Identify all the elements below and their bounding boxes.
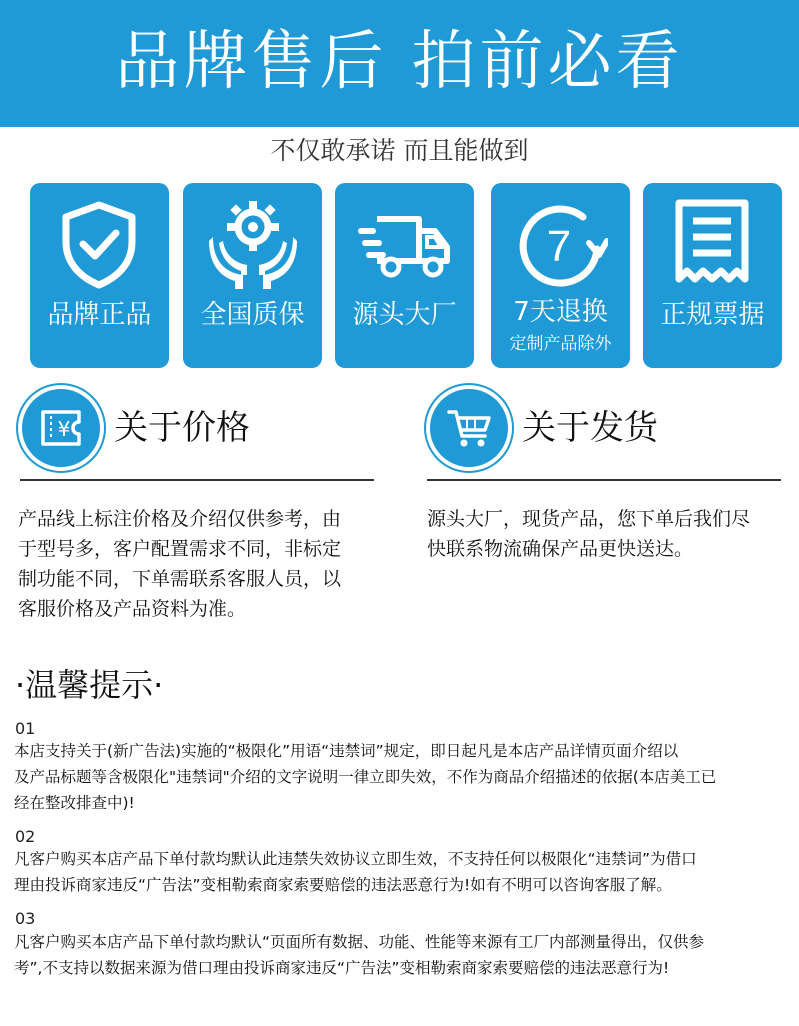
card-sub-label: 定制产品除外: [509, 334, 612, 354]
tip-number: 02: [15, 827, 36, 846]
tip-line: 凡客户购买本店产品下单付款均默认“页面所有数据、功能、性能等来源有工厂内部测量得出，仅供参: [14, 933, 705, 951]
card-label: 7天退换: [513, 297, 608, 327]
tip-text: [14, 846, 789, 898]
delivery-truck-icon: [357, 197, 452, 292]
return-days-number: 7: [546, 222, 572, 271]
price-text-line: 客服价格及产品资料为准。: [18, 598, 247, 620]
price-text-line: 于型号多，客户配置需求不同，非标定: [18, 538, 342, 560]
shipping-section-divider: [427, 479, 781, 481]
shopping-cart-icon: [430, 389, 508, 467]
price-section-title: 关于价格: [114, 408, 250, 448]
card-source-factory: [335, 183, 474, 368]
tip-number: 03: [15, 909, 36, 928]
banner-title: 品牌售后 拍前必看: [115, 25, 684, 99]
price-section-body: [18, 504, 388, 624]
card-label: 全国质保: [200, 300, 305, 330]
price-text-line: 产品线上标注价格及介绍仅供参考，由: [18, 508, 342, 530]
card-brand-genuine: [30, 183, 169, 368]
price-tag-icon: [22, 389, 100, 467]
gear-hands-icon: [205, 197, 300, 292]
tip-line: 理由投诉商家违反“广告法”变相勒索商家索要赔偿的违法恶意行为!如有不明可以咨询客服了解。: [14, 876, 672, 894]
tip-line: 本店支持关于(新广告法)实施的“极限化”用语“违禁词”规定，即日起凡是本店产品详情页面介绍以: [14, 742, 679, 760]
card-official-receipt: [643, 183, 782, 368]
card-seven-day-return: [491, 183, 630, 368]
tip-line: 考”,不支持以数据来源为借口理由投诉商家违反“广告法”变相勒索商家索要赔偿的违法恶意行为!: [14, 959, 670, 977]
yen-glyph: ¥: [57, 417, 71, 441]
tip-line: 经在整改排查中)!: [14, 794, 135, 812]
card-label: 品牌正品: [47, 300, 152, 330]
tip-line: 凡客户购买本店产品下单付款均默认此违禁失效协议立即生效，不支持任何以极限化“违禁词”为借口: [14, 850, 697, 868]
shield-check-icon: [52, 197, 147, 292]
card-national-warranty: [183, 183, 322, 368]
shipping-section-body: [427, 504, 797, 564]
seven-day-return-icon: [513, 197, 608, 292]
receipt-icon: [665, 197, 760, 292]
shipping-section-title: 关于发货: [522, 408, 658, 448]
shipping-text-line: 源头大厂，现货产品，您下单后我们尽: [427, 508, 751, 530]
service-cards: [0, 183, 799, 368]
price-text-line: 制功能不同，下单需联系客服人员，以: [18, 568, 342, 590]
tip-number: 01: [15, 719, 36, 738]
card-label: 正规票据: [660, 300, 765, 330]
shipping-text-line: 快联系物流确保产品更快送达。: [427, 538, 694, 560]
tip-line: 及产品标题等含极限化"违禁词"介绍的文字说明一律立即失效，不作为商品介绍描述的依据(本店美工已: [14, 768, 717, 786]
card-label: 源头大厂: [352, 300, 457, 330]
tip-text: [14, 738, 789, 816]
tip-text: [14, 929, 789, 981]
subtitle: 不仅敢承诺 而且能做到: [270, 136, 529, 165]
header-banner: [0, 0, 799, 127]
price-section-divider: [20, 479, 374, 481]
tips-title: ·温馨提示·: [15, 666, 164, 704]
